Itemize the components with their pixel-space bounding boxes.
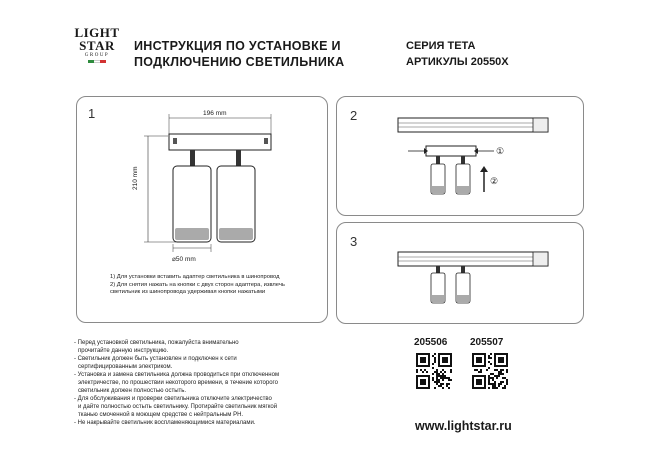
note-line: - Не накрывайте светильник воспламеняющимися материалами. xyxy=(74,420,256,426)
note-1: 1) Для установки вставить адаптер светильника в шинопровод xyxy=(110,274,280,280)
panel2-number: 2 xyxy=(350,108,358,123)
series-name: СЕРИЯ TETA xyxy=(406,40,476,52)
note-line: тканью смоченной в моющем средстве с нейтральным PH. xyxy=(78,412,244,418)
dimension-width-label: 196 mm xyxy=(203,110,227,117)
logo-line2: STAR xyxy=(79,38,115,53)
note-3: светильник из шинопровода удерживая кнопки нажатыми xyxy=(110,289,266,295)
note-line: и дайте полностью остыть светильнику. Протирайте светильник мягкой xyxy=(78,404,278,410)
note-line: электричестве, по прошествии некоторого времени, в течение которого xyxy=(78,380,278,386)
installed-drawing xyxy=(336,222,582,322)
step2-marker: ② xyxy=(490,176,499,186)
logo-line3: GROUP xyxy=(84,53,110,58)
note-line: светильник должен полностью остыть. xyxy=(78,388,187,394)
website-link[interactable]: www.lightstar.ru xyxy=(415,419,512,433)
note-2: 2) Для снятия нажать на кнопки с двух сторон адаптера, извлечь xyxy=(110,281,285,288)
panel1-notes xyxy=(110,274,320,297)
qr-code-icon[interactable] xyxy=(472,353,508,389)
series-info xyxy=(406,38,509,70)
note-line: - Светильник должен быть установлен и подключен к сети xyxy=(74,356,237,362)
note-line: - Для обслуживания и проверки светильника отключите электричество xyxy=(74,396,272,402)
article-205506: 205506 xyxy=(414,337,448,348)
safety-notes xyxy=(74,339,394,427)
note-line: прочитайте данную инструкцию. xyxy=(78,348,169,354)
italian-flag-icon xyxy=(72,60,122,63)
title-line1: ИНСТРУКЦИЯ ПО УСТАНОВКЕ И xyxy=(134,39,341,53)
dimension-height-label: 210 mm xyxy=(132,166,139,190)
note-line: сертифицированным электриком. xyxy=(78,364,173,370)
dimension-diameter-label: ⌀50 mm xyxy=(172,256,196,263)
qr-code-icon[interactable] xyxy=(416,353,452,389)
note-line: - Перед установкой светильника, пожалуйста внимательно xyxy=(74,340,239,346)
article-205507: 205507 xyxy=(470,337,504,348)
brand-logo xyxy=(72,26,122,63)
logo-line1: LIGHT xyxy=(74,25,120,40)
installation-drawing xyxy=(336,96,582,214)
panel3-number: 3 xyxy=(350,234,358,249)
panel1-number: 1 xyxy=(88,106,96,121)
page-title xyxy=(134,38,344,70)
article-range: АРТИКУЛЫ 20550X xyxy=(406,56,509,68)
title-line2: ПОДКЛЮЧЕНИЮ СВЕТИЛЬНИКА xyxy=(134,55,345,69)
note-line: - Установка и замена светильника должна проводиться при отключенном xyxy=(74,372,280,378)
step1-marker: ① xyxy=(496,146,505,156)
